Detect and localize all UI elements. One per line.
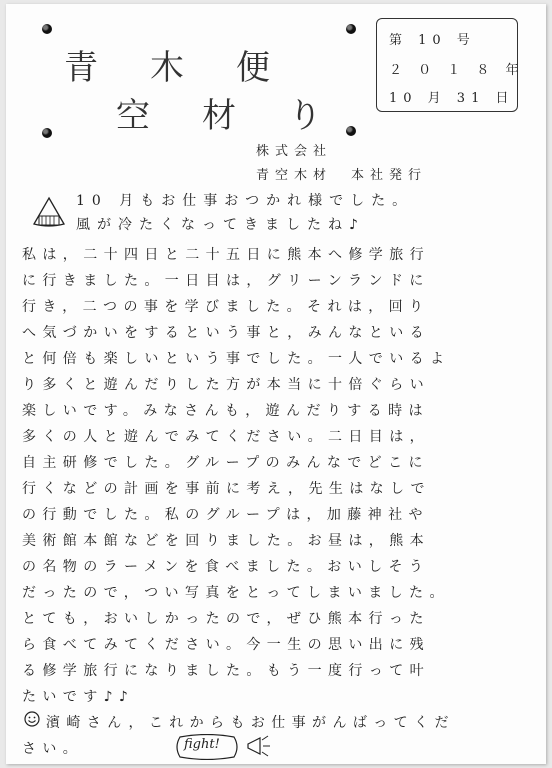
body-line: に行きました。一日目は，グリーンランドに — [22, 273, 430, 289]
pushpin-icon — [346, 24, 356, 34]
pushpin-icon — [42, 24, 52, 34]
newsletter-sheet — [6, 4, 546, 764]
greeting-line: 風が冷たくなってきましたね♪ — [76, 217, 365, 233]
issue-year: ２ ０ １ ８ 年 — [389, 63, 525, 78]
closing-line: 濱崎さん，これからもお仕事がんばってくだ — [46, 715, 455, 731]
body-line: とても，おいしかったので，ぜひ熊本行った — [22, 611, 430, 627]
body-line: 行き，二つの事を学びました。それは，回り — [22, 299, 430, 315]
pushpin-icon — [42, 128, 52, 138]
onigiri-icon — [32, 196, 66, 228]
body-line: と何倍も楽しいという事でした。一人でいるよ — [22, 351, 451, 367]
publisher-name: 青空木材 本社発行 — [256, 168, 428, 183]
body-line: だったので，つい写真をとってしまいました。 — [22, 585, 450, 601]
body-line: 行くなどの計画を事前に考え，先生はなしで — [22, 481, 431, 497]
publisher-company: 株式会社 — [256, 144, 333, 159]
body-line: り多くと遊んだりした方が本当に十倍ぐらい — [22, 377, 430, 393]
issue-date: 10 月 31 日 — [389, 91, 515, 106]
body-line: へ気づかいをするという事と，みんなといる — [22, 325, 430, 341]
greeting-line: 10 月もお仕事おつかれ様でした。 — [76, 193, 414, 209]
body-line: 私は，二十四日と二十五日に熊本へ修学旅行 — [22, 247, 430, 263]
title-line-2: 空材り — [116, 96, 374, 136]
megaphone-icon — [244, 734, 272, 758]
closing-line: さい。 — [22, 741, 84, 757]
body-line: 自主研修でした。グループのみんなでどこに — [22, 455, 429, 471]
issue-box — [376, 18, 525, 112]
body-line: たいです♪♪ — [22, 689, 135, 705]
body-line: 美術館本館などを回りました。お昼は，熊本 — [22, 533, 430, 549]
fight-label: fight! — [184, 737, 220, 752]
body-line: の行動でした。私のグループは，加藤神社や — [22, 507, 429, 523]
body-line: る修学旅行になりました。もう一度行って叶 — [22, 663, 430, 679]
issue-number: 第 10 号 — [389, 33, 476, 48]
body-line: ら食べてみてください。今一生の思い出に残 — [22, 637, 430, 653]
smiley-icon — [24, 711, 40, 727]
body-line: 楽しいです。みなさんも，遊んだりする時は — [22, 403, 429, 419]
body-line: の名物のラーメンを食べました。おいしそう — [22, 559, 430, 575]
title-line-1: 青木便 — [64, 48, 322, 88]
body-line: 多くの人と遊んでみてください。二日目は， — [22, 429, 430, 445]
